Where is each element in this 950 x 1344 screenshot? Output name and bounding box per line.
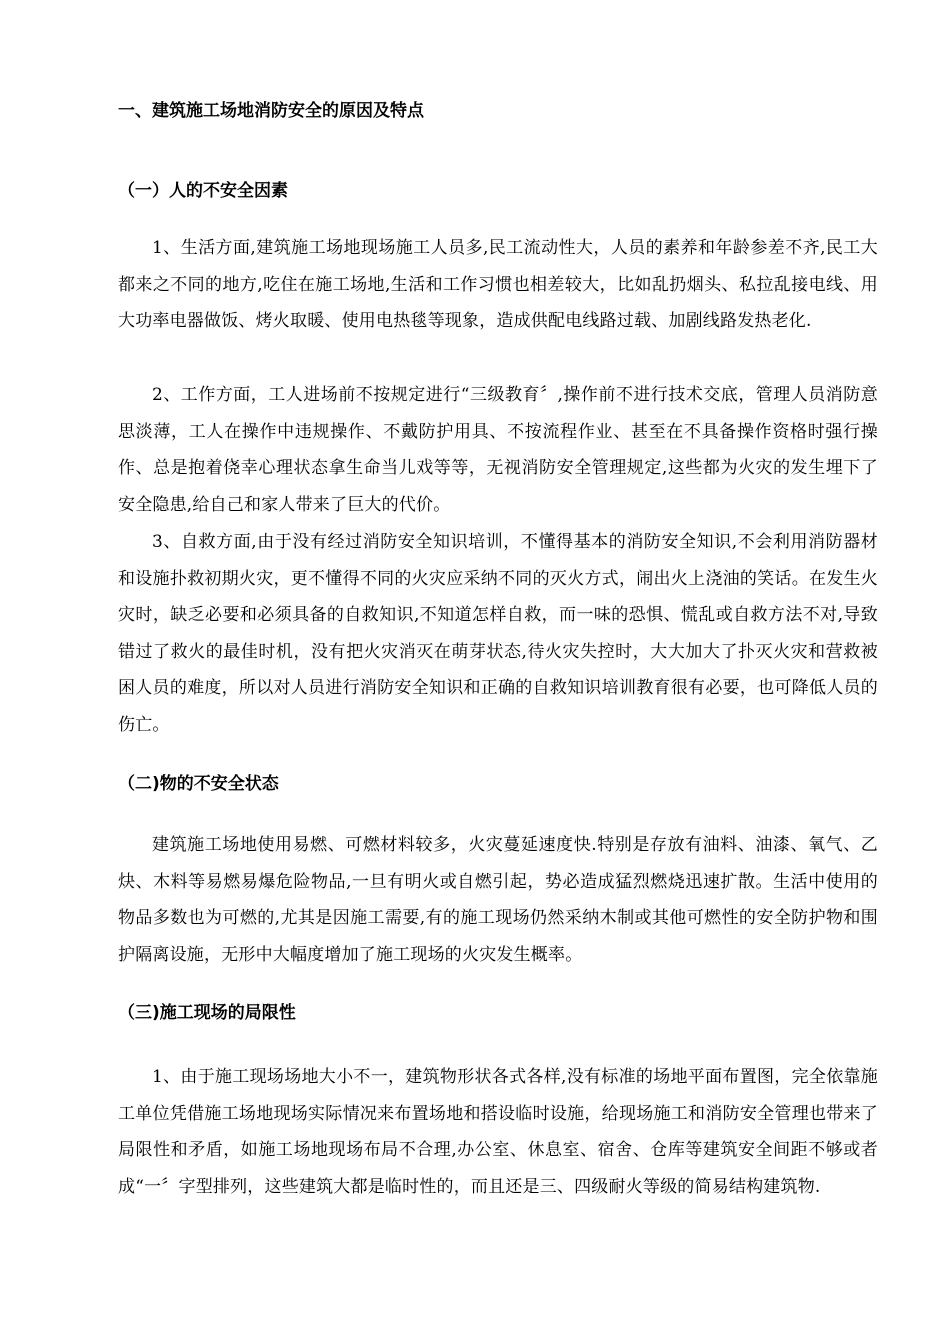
- section-1-paragraph-2: 2、工作方面，工人进场前不按规定进行“三级教育〞,操作前不进行技术交底，管理人员消防意思淡薄，工人在操作中违规操作、不戴防护用具、不按流程作业、甚至在不具备操作资格时强行操作、总是抱着侥幸心理状态拿生命当儿戏等等，无视消防安全管理规定,这些都为火灾的发生埋下了安全隐患,给自己和家人带来了巨大的代价。: [118, 385, 878, 515]
- section-heading-3: （三)施工现场的局限性: [118, 1003, 296, 1023]
- section-heading-1: （一）人的不安全因素: [118, 181, 288, 201]
- section-2-paragraph-1: 建筑施工场地使用易燃、可燃材料较多，火灾蔓延速度快.特别是存放有油料、油漆、氧气、乙炔、木料等易燃易爆危险物品,一旦有明火或自燃引起，势必造成猛烈燃烧迅速扩散。生活中使用的物品多数也为可燃的,尤其是因施工需要,有的施工现场仍然采纳木制或其他可燃性的安全防护物和围护隔离设施，无形中大幅度增加了施工现场的火灾发生概率。: [118, 835, 878, 965]
- section-heading-2: （二)物的不安全状态: [118, 774, 279, 794]
- section-3-paragraph-1: 1、由于施工现场场地大小不一，建筑物形状各式各样,没有标准的场地平面布置图，完全依靠施工单位凭借施工场地现场实际情况来布置场地和搭设临时设施，给现场施工和消防安全管理也带来了局限性和矛盾，如施工场地现场布局不合理,办公室、休息室、宿舍、仓库等建筑安全间距不够或者成“一〞字型排列，这些建筑大都是临时性的，而且还是三、四级耐火等级的简易结构建筑物.: [118, 1067, 878, 1197]
- section-1-paragraph-3: 3、自救方面,由于没有经过消防安全知识培训，不懂得基本的消防安全知识,不会利用消防器材和设施扑救初期火灾，更不懂得不同的火灾应采纳不同的灭火方式，闹出火上浇油的笑话。在发生火灾时，缺乏必要和必须具备的自救知识,不知道怎样自救，而一味的恐惧、慌乱或自救方法不对,导致错过了救火的最佳时机，没有把火灾消灭在萌芽状态,待火灾失控时，大大加大了扑灭火灾和营救被困人员的难度，所以对人员进行消防安全知识和正确的自救知识培训教育很有必要，也可降低人员的伤亡。: [118, 532, 878, 735]
- section-1-paragraph-1: 1、生活方面,建筑施工场地现场施工人员多,民工流动性大，人员的素养和年龄参差不齐,民工大都来之不同的地方,吃住在施工场地,生活和工作习惯也相差较大，比如乱扔烟头、私拉乱接电线、用大功率电器做饭、烤火取暖、使用电热毯等现象，造成供配电线路过载、加剧线路发热老化.: [118, 238, 878, 332]
- document-title: 一、建筑施工场地消防安全的原因及特点: [118, 101, 424, 121]
